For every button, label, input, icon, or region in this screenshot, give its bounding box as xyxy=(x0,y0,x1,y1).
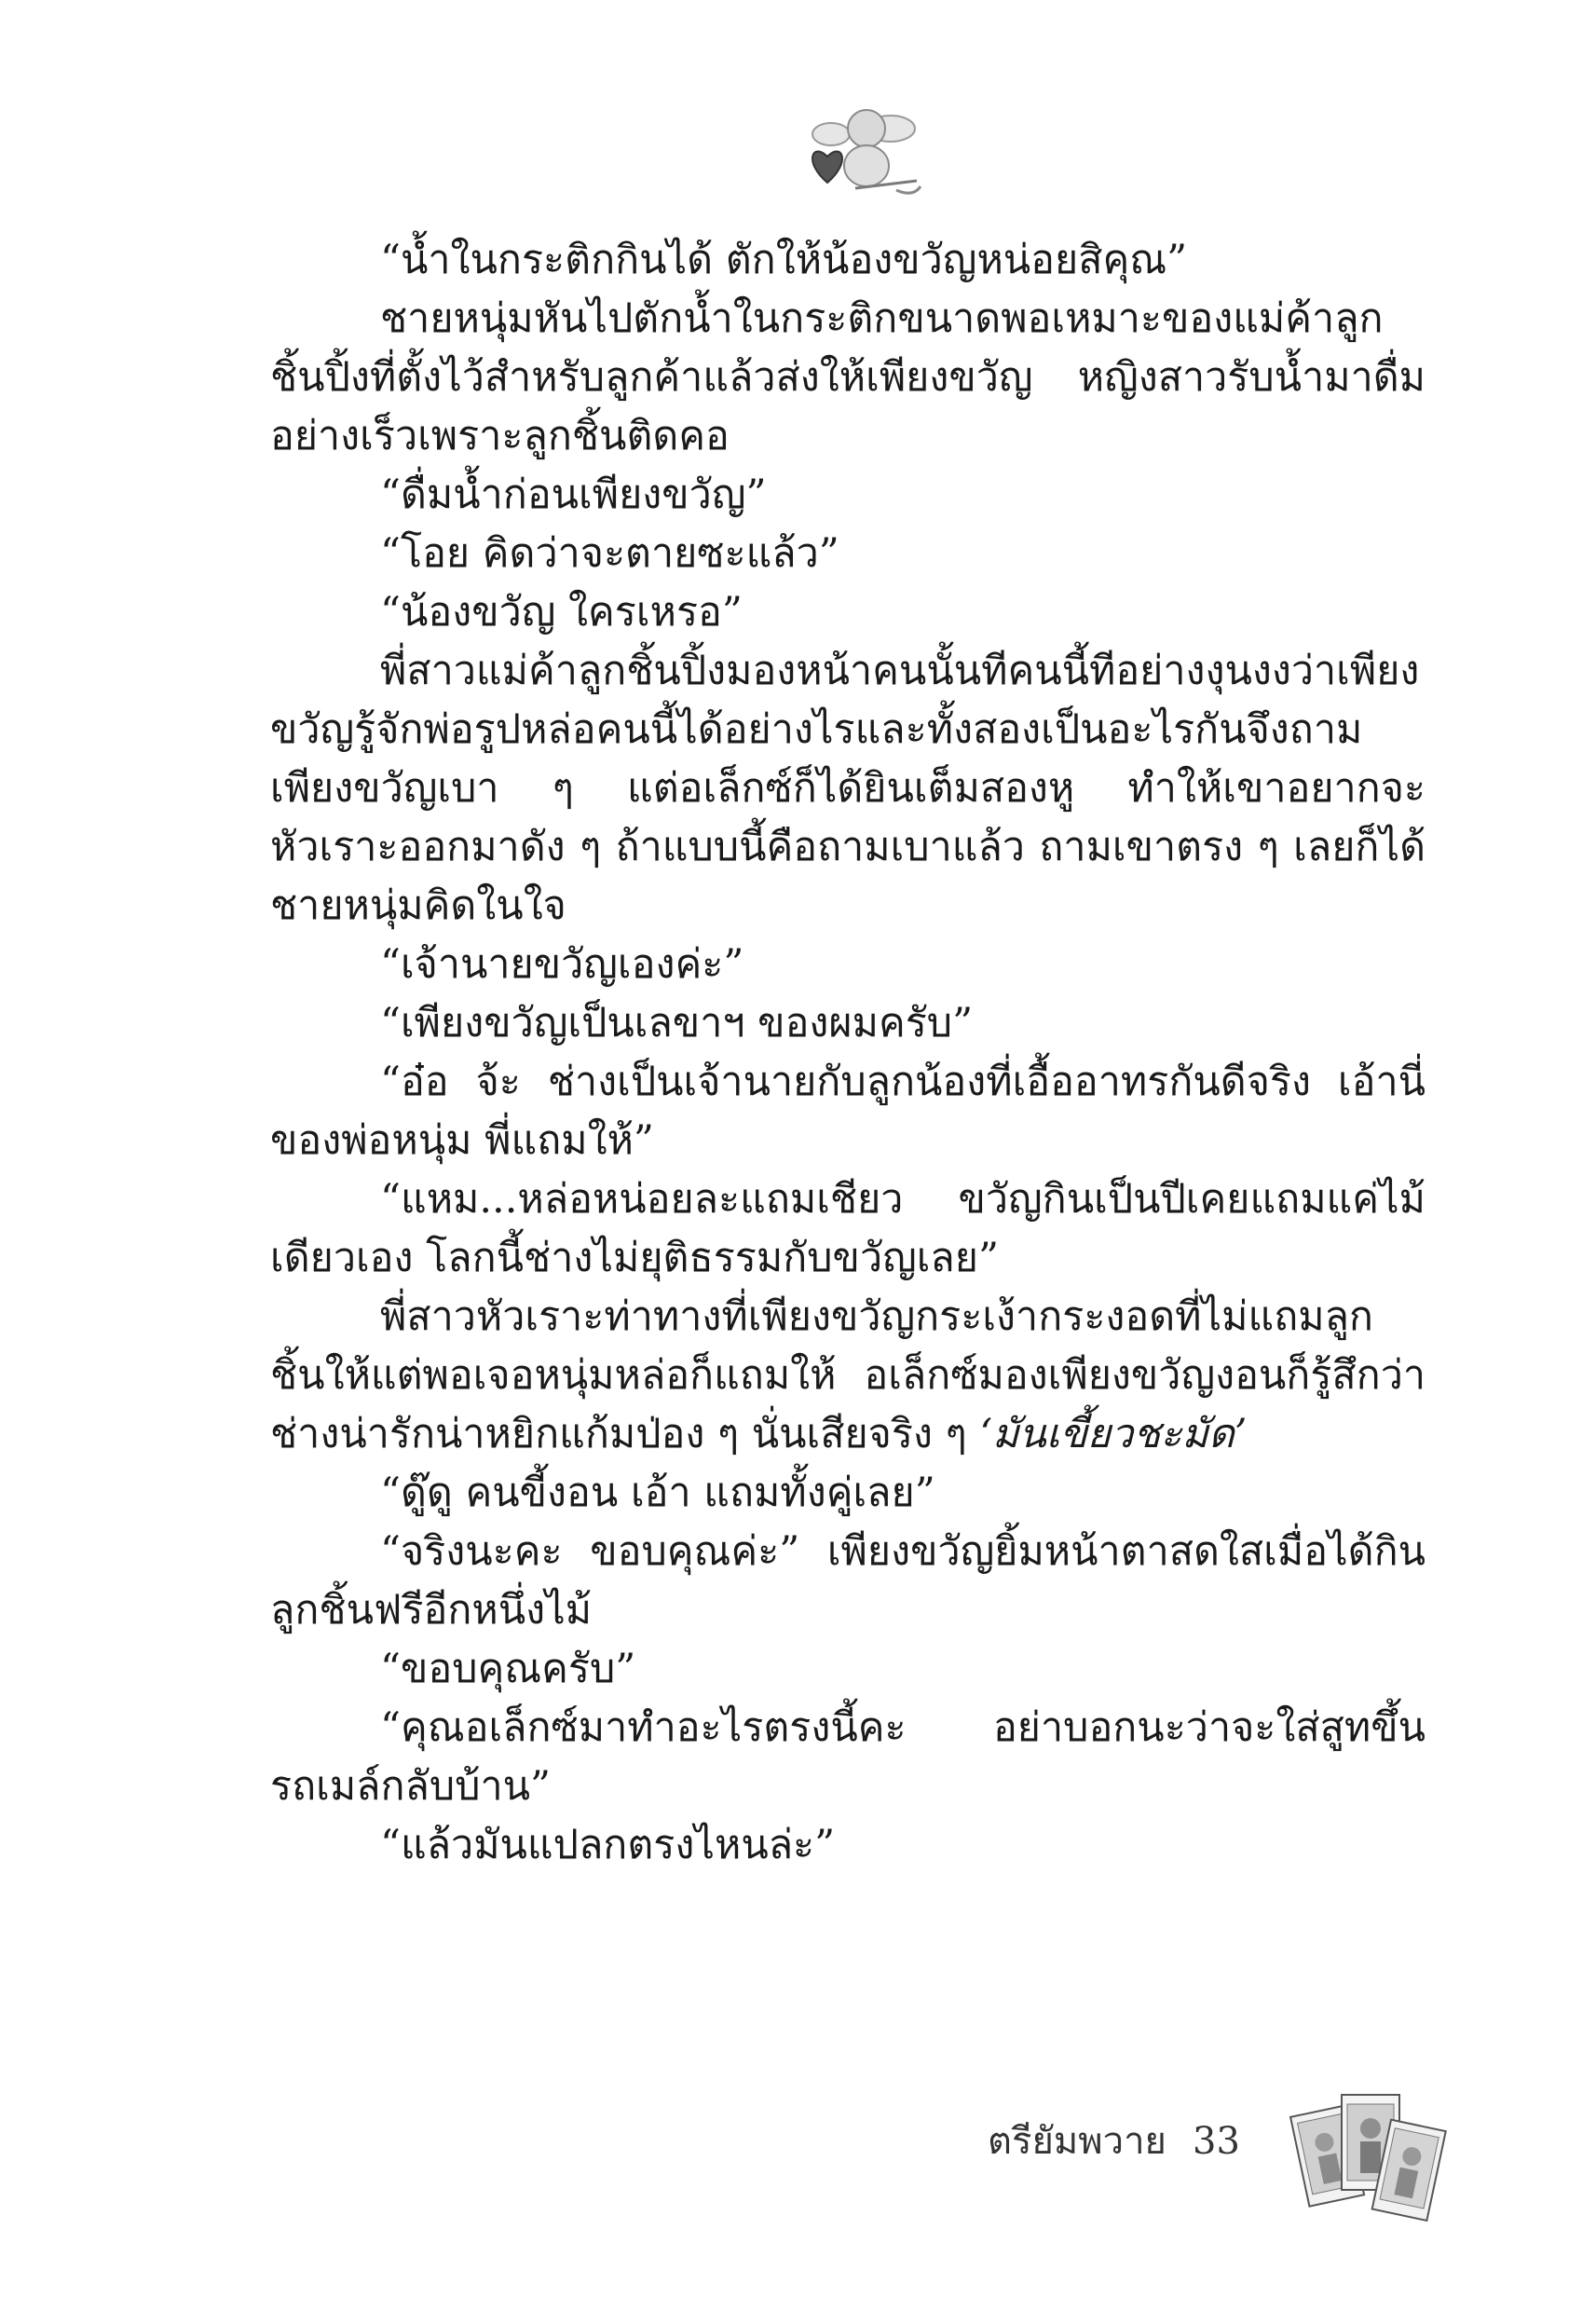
paragraph: “น้ำในกระติกกินได้ ตักให้น้องขวัญหน่อยสิคุณ” xyxy=(380,237,1188,283)
paragraph: พี่สาวแม่ค้าลูกชิ้นปิ้งมองหน้าคนนั้นทีคนนี้ทีอย่างงุนงงว่าเพียงขวัญรู้จักพ่อรูปหล่อคนนี้ได้อย่างไรและทั้งสองเป็นอะไรกันจึงถามเพียงขวัญเบา ๆ แต่อเล็กซ์ก็ได้ยินเต็มสองหู ทำให้เขาอยากจะหัวเราะออกมาดัง ๆ ถ้าแบบนี้คือถามเบาแล้ว ถามเขาตรง ๆ เลยก็ได้ ชายหนุ่มคิดในใจ xyxy=(270,648,1425,929)
paragraph: “จริงนะคะ ขอบคุณค่ะ” เพียงขวัญยิ้มหน้าตาสดใสเมื่อได้กินลูกชิ้นฟรีอีกหนึ่งไม้ xyxy=(270,1528,1425,1634)
tarot-cards-icon xyxy=(1284,2087,1452,2227)
paragraph: “ดู๊ดู คนขี้งอน เอ้า แถมทั้งคู่เลย” xyxy=(380,1470,935,1516)
paragraph: “แล้วมันแปลกตรงไหนล่ะ” xyxy=(380,1822,836,1868)
inner-thought: ‘มันเขี้ยวชะมัด’ xyxy=(979,1411,1248,1457)
paragraph: “ดื่มน้ำก่อนเพียงขวัญ” xyxy=(380,472,767,518)
book-title: ตรียัมพวาย xyxy=(988,2120,1166,2163)
paragraph xyxy=(270,1288,1425,1464)
paragraph: “อ๋อ จ้ะ ช่างเป็นเจ้านายกับลูกน้องที่เอื้ออาทรกันดีจริง เอ้านี่ของพ่อหนุ่ม พี่แถมให้” xyxy=(270,1059,1425,1164)
paragraph: “ขอบคุณครับ” xyxy=(380,1646,636,1692)
page-footer xyxy=(988,2115,1240,2167)
paragraph: “เจ้านายขวัญเองค่ะ” xyxy=(380,941,744,988)
story-text xyxy=(270,231,1425,1875)
cupid-with-heart-icon xyxy=(799,101,930,203)
page-number: 33 xyxy=(1193,2120,1240,2163)
paragraph: “โอย คิดว่าจะตายซะแล้ว” xyxy=(380,530,839,577)
paragraph: ชายหนุ่มหันไปตักน้ำในกระติกขนาดพอเหมาะของแม่ค้าลูกชิ้นปิ้งที่ตั้งไว้สำหรับลูกค้าแล้วส่งให้เพียงขวัญ หญิงสาวรับน้ำมาดื่มอย่างเร็วเพราะลูกชิ้นติดคอ xyxy=(270,295,1425,459)
paragraph: “คุณอเล็กซ์มาทำอะไรตรงนี้คะ อย่าบอกนะว่าจะใส่สูทขึ้นรถเมล์กลับบ้าน” xyxy=(270,1704,1425,1810)
paragraph-text: พี่สาวหัวเราะท่าทางที่เพียงขวัญกระเง้ากระงอดที่ไม่แถมลูกชิ้นให้แต่พอเจอหนุ่มหล่อก็แถมให้ อเล็กซ์มองเพียงขวัญงอนก็รู้สึกว่าช่างน่ารักน่าหยิกแก้มป่อง ๆ นั่นเสียจริง ๆ xyxy=(270,1293,1425,1457)
paragraph: “แหม...หล่อหน่อยละแถมเชียว ขวัญกินเป็นปีเคยแถมแค่ไม้เดียวเอง โลกนี้ช่างไม่ยุติธรรมกับขวัญเลย” xyxy=(270,1176,1425,1281)
paragraph: “เพียงขวัญเป็นเลขาฯ ของผมครับ” xyxy=(380,1000,974,1046)
paragraph: “น้องขวัญ ใครเหรอ” xyxy=(380,589,743,636)
